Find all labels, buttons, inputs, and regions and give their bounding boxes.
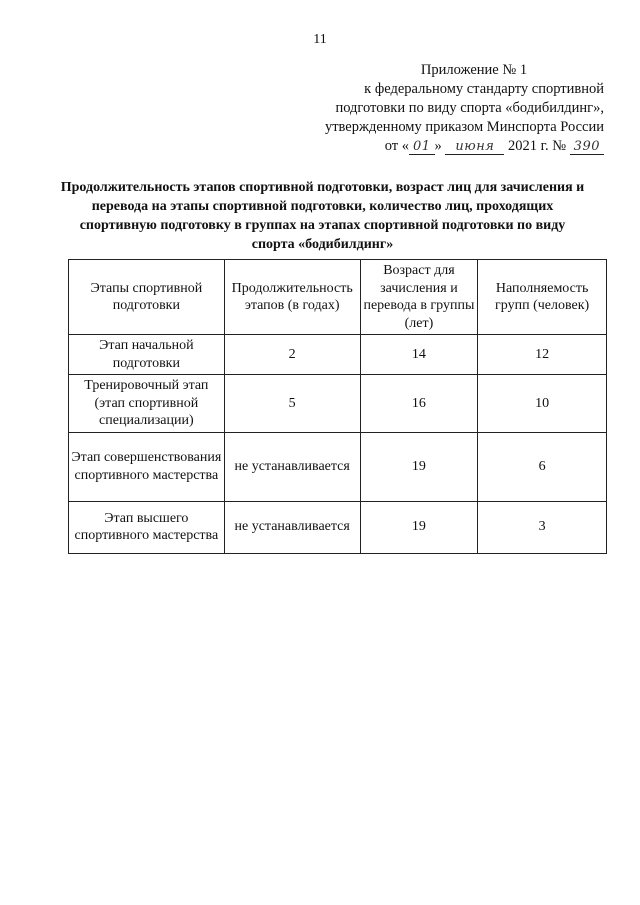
date-suffix: » <box>434 138 442 154</box>
cell-duration: 5 <box>224 375 360 433</box>
handwritten-month: июня <box>445 139 504 155</box>
cell-age: 19 <box>360 501 478 553</box>
cell-capacity: 6 <box>478 432 607 501</box>
cell-stage: Тренировочный этап (этап спортивной специализации) <box>69 375 225 433</box>
table-heading: Продолжительность этапов спортивной подготовки, возраст лиц для зачисления и перевода на этапы спортивной подготовки, количество лиц, проходящих спортивную подготовку в группах на этапах спортивной подготовки по виду спорта «бодибилдинг» <box>60 180 585 252</box>
handwritten-day: 01 <box>409 139 435 155</box>
stages-table <box>68 259 607 554</box>
table-row <box>69 335 607 375</box>
appendix-title: Приложение № 1 <box>420 62 528 78</box>
cell-stage: Этап совершенствования спортивного мастерства <box>69 432 225 501</box>
date-prefix: от « <box>384 138 409 154</box>
table-row <box>69 375 607 433</box>
table-row <box>69 501 607 553</box>
table-row <box>69 432 607 501</box>
cell-age: 19 <box>360 432 478 501</box>
cell-age: 14 <box>360 335 478 375</box>
cell-stage: Этап высшего спортивного мастерства <box>69 501 225 553</box>
header-age: Возраст для зачисления и перевода в группы (лет) <box>360 260 478 335</box>
cell-duration: 2 <box>224 335 360 375</box>
cell-duration: не устанавливается <box>224 432 360 501</box>
cell-capacity: 12 <box>478 335 607 375</box>
header-capacity: Наполняемость групп (человек) <box>478 260 607 335</box>
cell-capacity: 3 <box>478 501 607 553</box>
appendix-line-3: утвержденному приказом Минспорта России <box>324 119 604 135</box>
appendix-line-1: к федеральному стандарту спортивной <box>364 81 604 97</box>
appendix-line-2: подготовки по виду спорта «бодибилдинг», <box>335 100 604 116</box>
cell-capacity: 10 <box>478 375 607 433</box>
page-number: 11 <box>313 32 327 47</box>
table-header-row <box>69 260 607 335</box>
handwritten-order-number: 390 <box>570 139 604 155</box>
cell-duration: не устанавливается <box>224 501 360 553</box>
order-date-line <box>284 137 604 156</box>
year-and-number-label: 2021 г. № <box>508 138 567 154</box>
cell-age: 16 <box>360 375 478 433</box>
appendix-block <box>284 61 604 156</box>
cell-stage: Этап начальной подготовки <box>69 335 225 375</box>
header-stages: Этапы спортивной подготовки <box>69 260 225 335</box>
header-duration: Продолжительность этапов (в годах) <box>224 260 360 335</box>
